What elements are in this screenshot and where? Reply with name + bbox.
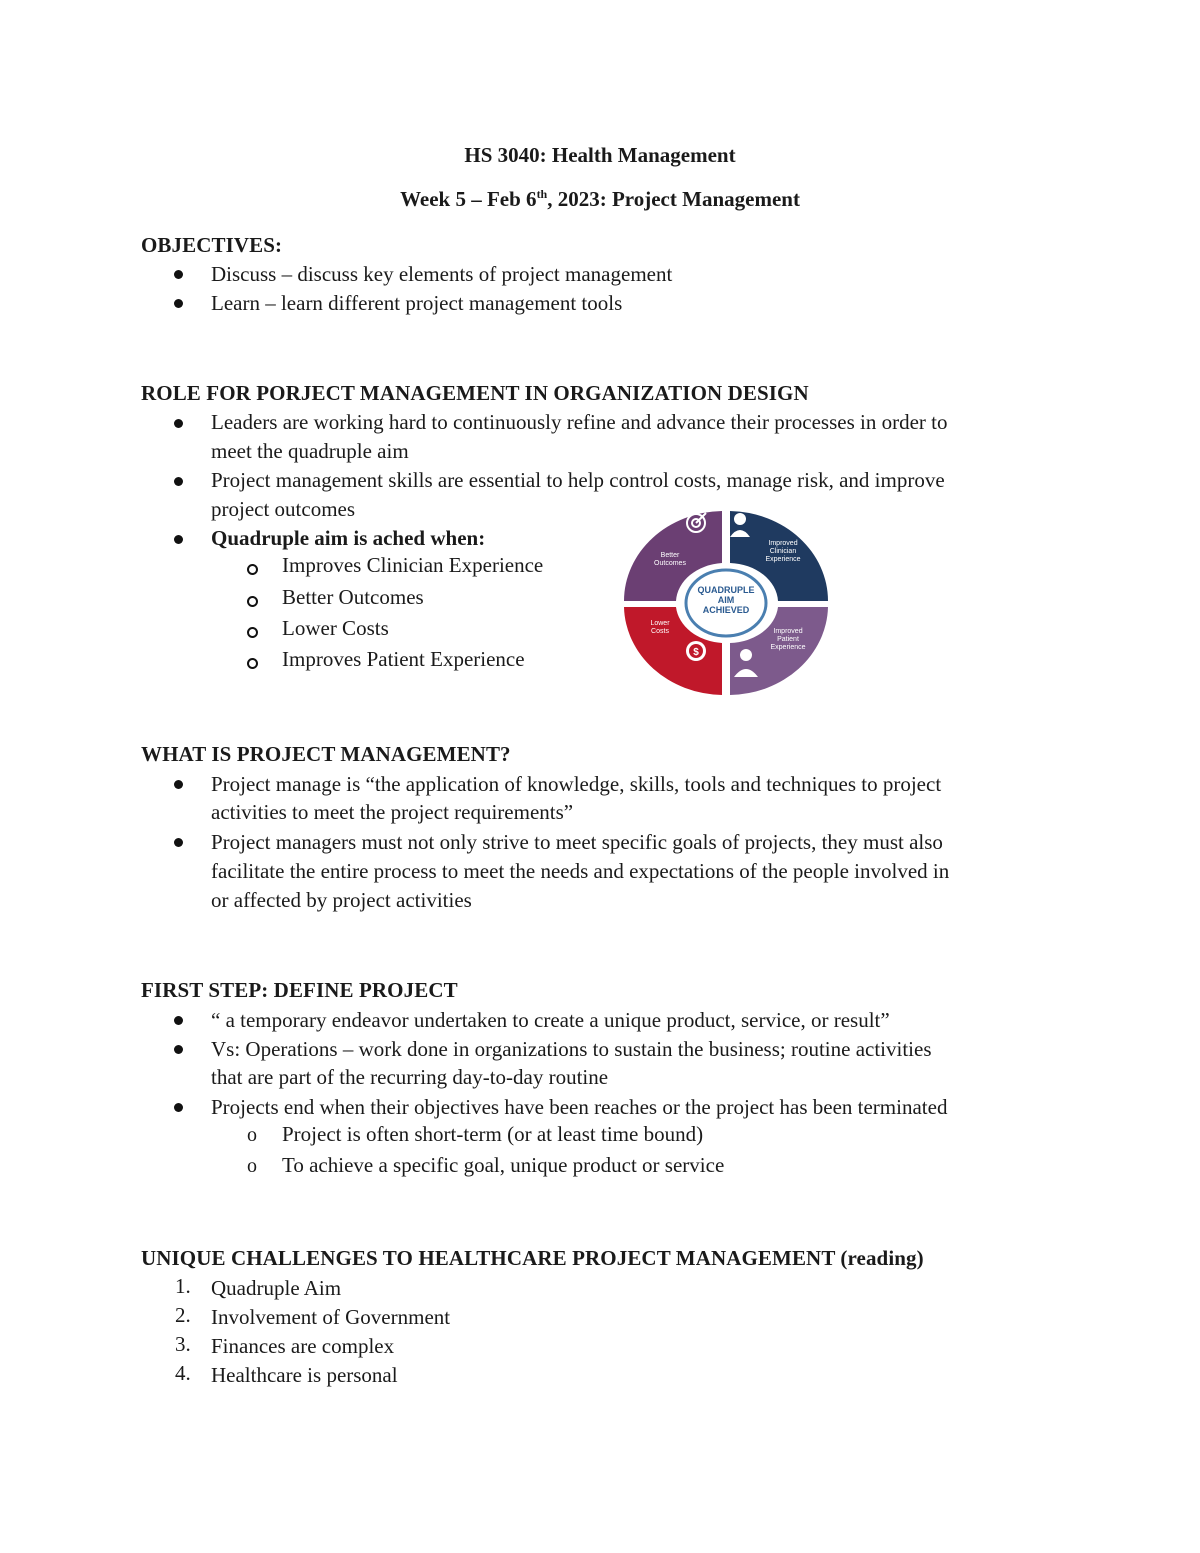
first-item-line: Projects end when their objectives have been reaches or the project has been terminated [211, 1095, 948, 1119]
unique-item: Finances are complex [211, 1334, 395, 1358]
segment-label: Lower [650, 620, 670, 627]
bullet [174, 780, 183, 789]
what-item-line: facilitate the entire process to meet the needs and expectations of the people involved in [211, 859, 950, 883]
svg-text:$: $ [693, 647, 699, 658]
quad-item: Improves Clinician Experience [282, 553, 544, 577]
sub-marker: o [247, 1124, 257, 1146]
unique-item: Quadruple Aim [211, 1276, 342, 1300]
what-item-line: or affected by project activities [211, 888, 472, 912]
bullet [174, 535, 183, 544]
what-item-line: Project managers must not only strive to meet specific goals of projects, they must also [211, 830, 943, 854]
segment-label: Experience [770, 644, 806, 651]
bullet [174, 838, 183, 847]
bullet [174, 1016, 183, 1025]
segment-label: Costs [651, 628, 669, 635]
unique-item: Involvement of Government [211, 1305, 451, 1329]
segment-label: Improved [768, 540, 798, 547]
segment-label: Better [660, 552, 680, 559]
bullet [174, 299, 183, 308]
list-number: 2. [175, 1303, 191, 1327]
bullet [174, 419, 183, 428]
objective-item: Learn – learn different project management tools [211, 291, 623, 315]
segment-label: Clinician [769, 548, 797, 555]
objective-item: Discuss – discuss key elements of project management [211, 262, 673, 286]
center-text: AIM [717, 595, 735, 605]
objectives-heading: OBJECTIVES: [141, 233, 283, 257]
segment-label: Patient [777, 636, 799, 643]
bullet [174, 270, 183, 279]
role-item-line: Project management skills are essential to help control costs, manage risk, and improve [211, 468, 945, 492]
dollar-icon [686, 641, 706, 661]
course-title: HS 3040: Health Management [464, 143, 736, 167]
center-text: QUADRUPLE [697, 585, 755, 595]
circle-bullet [247, 627, 258, 638]
segment-label: Outcomes [654, 560, 686, 567]
bullet [174, 1103, 183, 1112]
segment-label: Experience [765, 556, 801, 563]
role-item-line: Leaders are working hard to continuously refine and advance their processes in order to [211, 410, 948, 434]
segment-label: Improved [773, 628, 803, 635]
first-sub-item: Project is often short-term (or at least time bound) [282, 1122, 704, 1146]
unique-heading: UNIQUE CHALLENGES TO HEALTHCARE PROJECT MANAGEMENT (reading) [141, 1246, 924, 1270]
list-number: 4. [175, 1361, 191, 1385]
first-sub-item: To achieve a specific goal, unique product or service [282, 1153, 725, 1177]
quad-item: Improves Patient Experience [282, 647, 525, 671]
role-item-line: project outcomes [211, 497, 356, 521]
list-number: 3. [175, 1332, 191, 1356]
what-heading: WHAT IS PROJECT MANAGEMENT? [141, 742, 511, 766]
circle-bullet [247, 658, 258, 669]
role-heading: ROLE FOR PORJECT MANAGEMENT IN ORGANIZATION DESIGN [141, 381, 809, 405]
week-title: Week 5 – Feb 6th, 2023: Project Management [400, 187, 800, 211]
quad-item: Lower Costs [282, 616, 389, 640]
first-item-line: “ a temporary endeavor undertaken to create a unique product, service, or result” [211, 1008, 890, 1032]
what-item-line: Project manage is “the application of knowledge, skills, tools and techniques to project [211, 772, 942, 796]
circle-bullet [247, 596, 258, 607]
quad-aim-label: Quadruple aim is ached when: [211, 526, 486, 550]
role-item-line: meet the quadruple aim [211, 439, 409, 463]
quadruple-aim-diagram [620, 505, 832, 697]
circle-bullet [247, 564, 258, 575]
quad-item: Better Outcomes [282, 585, 424, 609]
first-item-line: Vs: Operations – work done in organizations to sustain the business; routine activities [211, 1037, 932, 1061]
first-step-heading: FIRST STEP: DEFINE PROJECT [141, 978, 458, 1002]
center-text: ACHIEVED [702, 605, 750, 615]
sub-marker: o [247, 1155, 257, 1177]
what-item-line: activities to meet the project requirements” [211, 800, 574, 824]
unique-item: Healthcare is personal [211, 1363, 398, 1387]
bullet [174, 1045, 183, 1054]
list-number: 1. [175, 1274, 191, 1298]
first-item-line: that are part of the recurring day-to-day routine [211, 1065, 609, 1089]
bullet [174, 477, 183, 486]
